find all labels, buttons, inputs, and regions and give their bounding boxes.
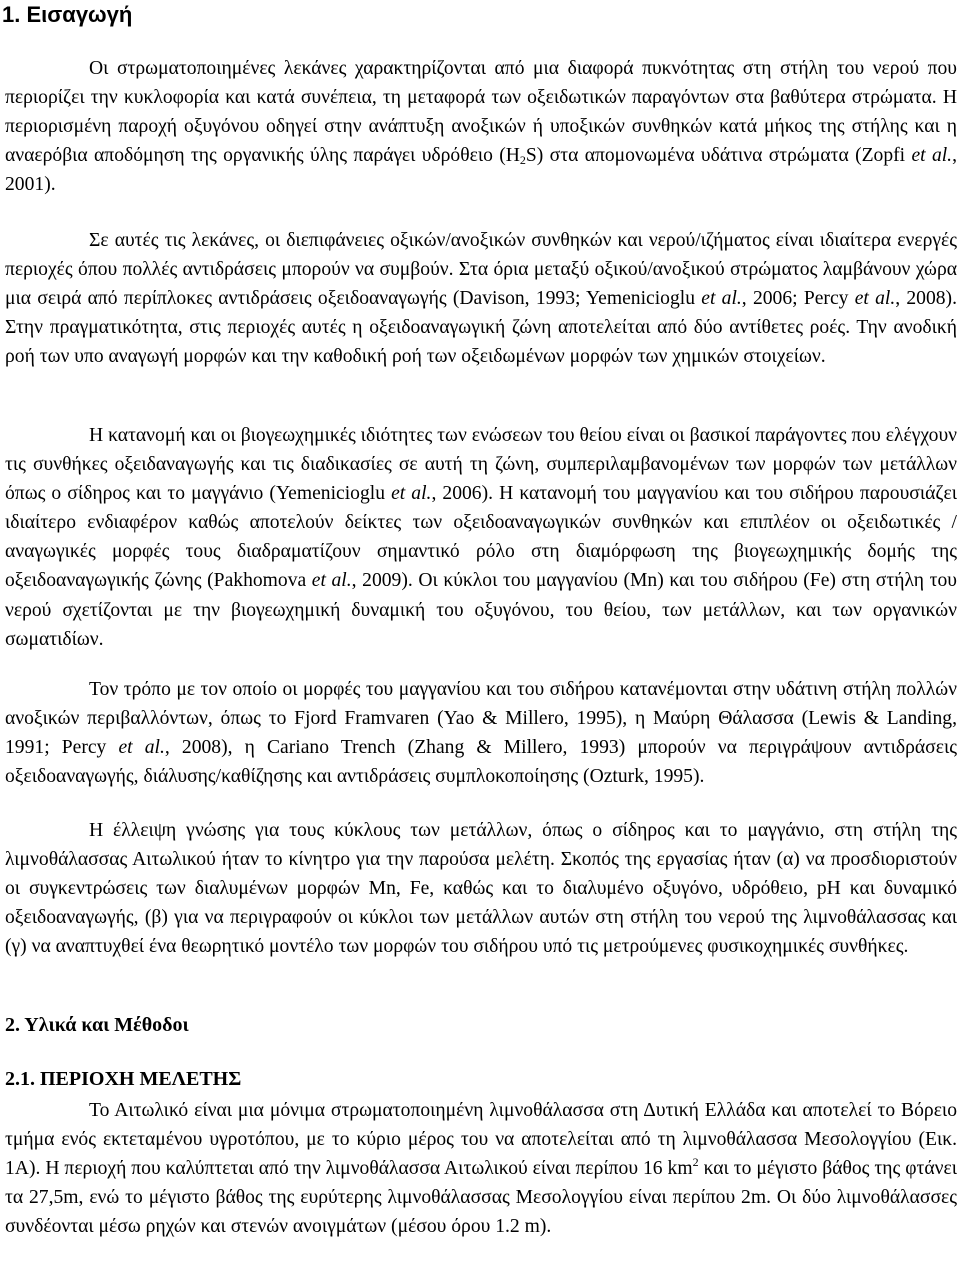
text-run: Τον τρόπο με τον οποίο οι μορφές του μαγγανίου και του σιδήρου κατανέμονται στην υδάτινη στήλη πολλών ανοξικών περιβαλλόντων, όπως το Fjord Framvaren (Yao & Millero, 1995), η Μαύρη Θάλασσα (Lewis & Landing, 1991; Percy <box>5 679 957 759</box>
text-run: , 2001). <box>5 145 957 196</box>
text-run: Το Αιτωλικό είναι μια μόνιμα στρωματοποιημένη λιμνοθάλασσα στη Δυτική Ελλάδα και αποτελεί το Βόρειο τμήμα ενός εκτεταμένου υγροτόπου, με το κύριο μέρος του να αποτελείται από τη λιμνοθάλασσα Μεσολογγίου (Εικ. 1Α). Η περιοχή που καλύπτεται από την λιμνοθάλασσα Αιτωλικού είναι περίπου 16 km <box>5 1100 957 1180</box>
text-run: , 2009). Οι κύκλοι του μαγγανίου (Mn) και του σιδήρου (Fe) στη στήλη του νερού σχετίζονται με την βιογεωχημική δυναμική του οξυγόνου, του θείου, των μετάλλων, και των οργανικών σωματιδίων. <box>5 570 957 650</box>
citation-et-al: et al. <box>311 570 352 592</box>
section-2-heading: 2. Υλικά και Μέθοδοι <box>5 1014 189 1036</box>
citation-et-al: et al. <box>701 288 742 310</box>
text-run: Σε αυτές τις λεκάνες, οι διεπιφάνειες οξικών/ανοξικών συνθηκών και νερού/ιζήματος είναι ιδιαίτερα ενεργές περιοχές όπου πολλές αντιδράσεις μπορούν να συμβούν. Στα όρια μεταξύ οξικού/ανοξικού στρώματος λαμβάνουν χώρα μια σειρά από περίπλοκες αντιδράσεις οξειδοαναγωγής (Davison, 1993; Yemenicioglu <box>5 230 957 310</box>
subsection-heading: 2.1. ΠΕΡΙΟΧΗ ΜΕΛΕΤΗΣ <box>5 1068 242 1090</box>
text-run: , 2008). Στην πραγματικότητα, στις περιοχές αυτές η οξειδοαναγωγική ζώνη αποτελείται από δύο αντίθετες ροές. Την ανοδική ροή των υπο αναγωγή μορφών και την καθοδική ροή των οξειδωμένων μορφών των χημικών στοιχείων. <box>5 288 957 368</box>
text-run: και το μέγιστο βάθος της φτάνει τα 27,5m, ενώ το μέγιστο βάθος της ευρύτερης λιμνοθάλασσας Μεσολογγίου είναι περίπου 2m. Οι δύο λιμνοθάλασσες συνδέονται μέσω ρηχών και στενών ανοιγμάτων (μέσου όρου 1.2 m). <box>5 1158 958 1238</box>
text-run: , 2006). Η κατανομή του μαγγανίου και του σιδήρου παρουσιάζει ιδιαίτερο ενδιαφέρον καθώς αποτελούν δείκτες των οξειδοαναγωγικών συνθηκών και επιπλέον οι οξειδωτικές / αναγωγικές μορφές τους διαδραματίζουν σημαντικό ρόλο στη διαμόρφωση της βιογεωχημικής δομής της οξειδοαναγωγικής ζώνης (Pakhomova <box>5 483 957 592</box>
text-run: , 2008), η Cariano Trench (Zhang & Millero, 1993) μπορούν να περιγράψουν αντιδράσεις οξειδοαναγωγής, διάλυσης/καθίζησης και αντιδράσεις συμπλοκοποίησης (Ozturk, 1995). <box>5 737 957 788</box>
citation-et-al: et al. <box>391 483 432 505</box>
text-run: , 2006; Percy <box>741 288 855 310</box>
citation-et-al: et al. <box>911 145 953 167</box>
text-run: S) στα απομονωμένα υδάτινα στρώματα (Zopfi <box>525 145 912 167</box>
citation-et-al: et al. <box>854 288 896 310</box>
paragraph-interfaces <box>5 226 957 371</box>
subscript: 2 <box>519 153 526 168</box>
paragraph-study-area <box>5 1096 957 1241</box>
superscript: 2 <box>692 1155 699 1170</box>
paragraph-stratified-basins <box>5 54 957 199</box>
paragraph-sulfur-compounds <box>5 421 957 654</box>
text-run: Η κατανομή και οι βιογεωχημικές ιδιότητες των ενώσεων του θείου είναι οι βασικοί παράγοντες που ελέγχουν τις συνθήκες οξειδαναγωγής και τις διαδικασίες σε αυτή τη ζώνη, συμπεριλαμβανομένων των μορφών των μετάλλων όπως ο σίδηρος και το μαγγάνιο (Yemenicioglu <box>5 425 957 505</box>
section-1-heading: 1. Εισαγωγή <box>2 2 133 27</box>
text-run: Οι στρωματοποιημένες λεκάνες χαρακτηρίζονται από μια διαφορά πυκνότητας στη στήλη του νερού που περιορίζει την κυκλοφορία και κατά συνέπεια, τη μεταφορά των οξειδωτικών παραγόντων στα βαθύτερα στρώματα. Η περιορισμένη παροχή οξυγόνου οδηγεί στην ανάπτυξη ανοξικών ή υποξικών συνθηκών κατά μήκος της στήλης και η αναερόβια αποδόμηση της οργανικής ύλης παράγει υδρόθειο (H <box>5 58 957 167</box>
paragraph-study-aims: Η έλλειψη γνώσης για τους κύκλους των μετάλλων, όπως ο σίδηρος και το μαγγάνιο, στη στήλη της λιμνοθάλασσας Αιτωλικού ήταν το κίνητρο για την παρούσα μελέτη. Σκοπός της εργασίας ήταν (α) να προσδιοριστούν οι συγκεντρώσεις των διαλυμένων μορφών Mn, Fe, καθώς και το διαλυμένο οξυγόνο, υδρόθειο, pH και δυναμικό οξειδοαναγωγής, (β) για να περιγραφούν οι κύκλοι των μετάλλων αυτών στη στήλη του νερού της λιμνοθάλασσας και (γ) να αναπτυχθεί ένα θεωρητικό μοντέλο των μορφών του σιδήρου υπό τις μετρούμενες φυσικοχημικές συνθήκες. <box>5 820 957 958</box>
paragraph-metal-distribution <box>5 675 957 791</box>
citation-et-al: et al. <box>118 737 165 759</box>
